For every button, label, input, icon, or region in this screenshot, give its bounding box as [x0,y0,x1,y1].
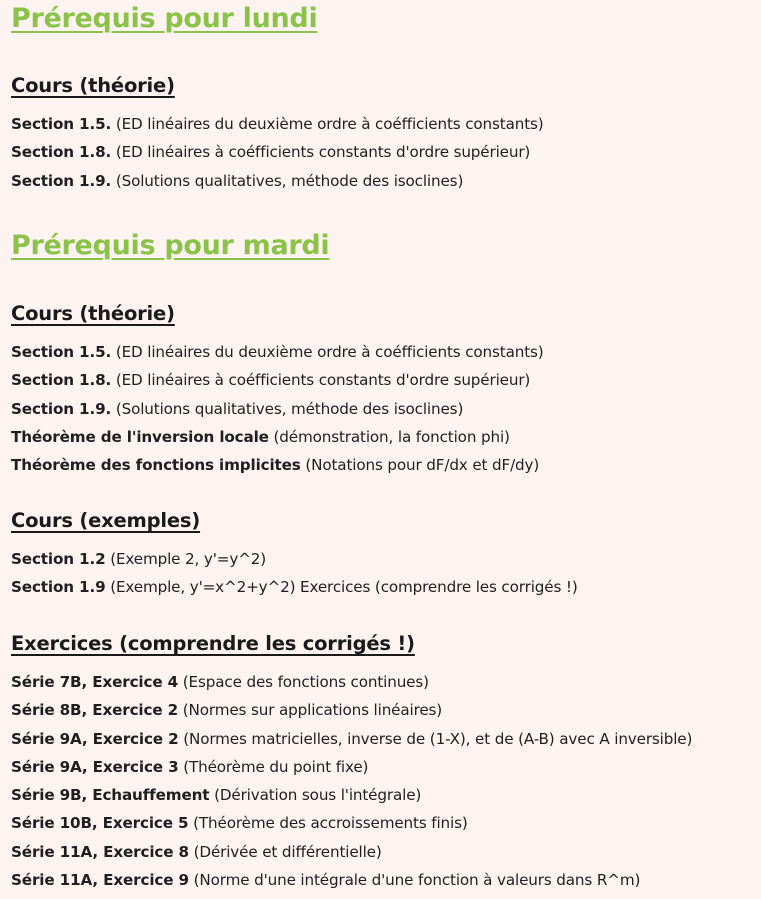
item-label: Section 1.9. [11,171,112,190]
list-item [11,725,692,753]
list-exercices-mardi [11,668,692,894]
item-description: (Notations pour dF/dx et dF/dy) [305,456,540,475]
item-label: Section 1.5. [11,115,112,133]
item-label: Théorème des fonctions implicites [11,456,301,475]
item-label: Section 1.9. [11,399,112,418]
item-label: Section 1.5. [11,343,112,361]
list-item [11,395,544,423]
item-description: (Théorème des accroissements finis) [193,814,468,833]
item-description: (Solutions qualitatives, méthode des isoclines) [115,399,464,418]
item-label: Théorème de l'inversion locale [11,427,269,446]
list-cours-theorie-lundi [11,110,544,195]
item-description: (Exemple 2, y'=y^2) [110,550,267,568]
item-description: (ED linéaires du deuxième ordre à coéfficients constants) [115,343,544,361]
list-item [11,110,544,138]
item-label: Section 1.2 [11,550,106,568]
item-description: (Exemple, y'=x^2+y^2) Exercices (comprendre les corrigés !) [110,578,578,597]
item-description: (Dérivation sous l'intégrale) [214,786,422,805]
item-label: Série 9A, Exercice 3 [11,757,179,776]
item-description: (Solutions qualitatives, méthode des isoclines) [115,171,464,190]
subheading-exercices-mardi: Exercices (comprendre les corrigés !) [11,632,415,655]
list-item [11,545,578,573]
list-item [11,451,544,479]
subheading-cours-theorie-mardi: Cours (théorie) [11,302,175,325]
item-label: Série 11A, Exercice 9 [11,871,189,890]
list-item [11,668,692,696]
item-label: Section 1.9 [11,578,106,597]
item-label: Série 10B, Exercice 5 [11,814,189,833]
subheading-cours-theorie-lundi: Cours (théorie) [11,74,175,97]
list-item [11,809,692,837]
list-item [11,838,692,866]
list-item [11,573,578,601]
item-description: (ED linéaires à coéfficients constants d'ordre supérieur) [115,371,531,390]
heading-prerequis-mardi: Prérequis pour mardi [11,230,330,261]
item-description: (Théorème du point fixe) [183,757,369,776]
item-label: Série 8B, Exercice 2 [11,701,179,720]
item-description: (Norme d'une intégrale d'une fonction à valeurs dans R^m) [193,871,641,890]
item-description: (démonstration, la fonction phi) [273,427,510,446]
subheading-cours-exemples-mardi: Cours (exemples) [11,509,201,532]
item-label: Série 11A, Exercice 8 [11,842,189,861]
item-description: (Dérivée et différentielle) [193,842,382,861]
list-item [11,366,544,394]
list-item [11,138,544,166]
item-description: (ED linéaires du deuxième ordre à coéfficients constants) [115,115,544,133]
list-cours-exemples-mardi [11,545,578,602]
item-label: Série 7B, Exercice 4 [11,673,179,691]
list-cours-theorie-mardi [11,338,544,479]
list-item [11,781,692,809]
item-description: (Espace des fonctions continues) [182,673,429,691]
item-description: (Normes sur applications linéaires) [182,701,443,720]
heading-prerequis-lundi: Prérequis pour lundi [11,3,318,34]
item-label: Série 9A, Exercice 2 [11,729,179,748]
list-item [11,423,544,451]
list-item [11,338,544,366]
item-description: (Normes matricielles, inverse de (1-X), et de (A-B) avec A inversible) [183,729,693,748]
item-label: Série 9B, Echauffement [11,786,210,805]
list-item [11,696,692,724]
item-description: (ED linéaires à coéfficients constants d'ordre supérieur) [115,143,531,162]
list-item [11,753,692,781]
list-item [11,866,692,894]
list-item [11,167,544,195]
item-label: Section 1.8. [11,371,112,390]
item-label: Section 1.8. [11,143,112,162]
